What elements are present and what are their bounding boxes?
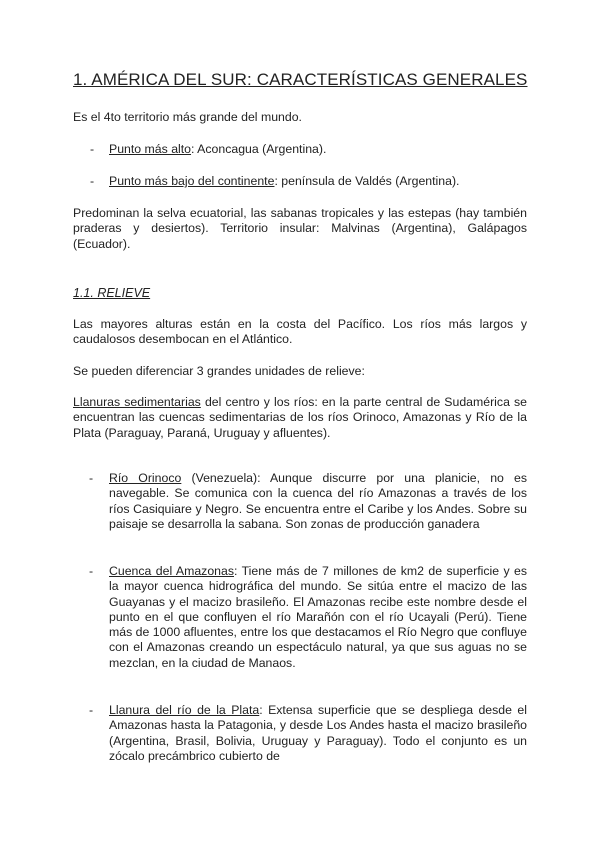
lowest-point-text: : península de Valdés (Argentina). — [274, 174, 460, 188]
list-dash: - — [90, 174, 95, 188]
list-dash: - — [89, 564, 94, 578]
relief-units-paragraph: Se pueden diferenciar 3 grandes unidades de relieve: — [73, 364, 365, 378]
plains-label: Llanuras sedimentarias — [73, 395, 201, 409]
plains-text: del centro y los ríos: en la parte central de Sudamérica se encuentran las cuencas sedimentarias de los ríos Orinoco, Amazonas y Río de la Plata (Paraguay, Paraná, Uruguay y afluentes). — [73, 395, 527, 440]
heights-paragraph: Las mayores alturas están en la costa del Pacífico. Los ríos más largos y caudalosos desembocan en el Atlántico. — [73, 317, 527, 347]
orinoco-label: Río Orinoco — [109, 471, 182, 485]
list-dash: - — [90, 142, 95, 156]
amazonas-label: Cuenca del Amazonas — [109, 564, 234, 578]
orinoco-text: (Venezuela): Aunque discurre por una planicie, no es navegable. Se comunica con la cuenca del río Amazonas a través de los ríos Casiquiare y Negro. Se encuentra entre el Caribe y los Andes. Sobre su paisaje se desarrolla la sabana. Son zonas de producción ganadera — [109, 471, 527, 531]
highest-point-text: : Aconcagua (Argentina). — [191, 142, 327, 156]
amazonas-text: : Tiene más de 7 millones de km2 de superficie y es la mayor cuenca hidrográfica del mundo. Se sitúa entre el macizo de las Guayanas y el macizo brasileño. El Amazonas recibe este nombre desde el punto en el que confluyen el río Marañón con el río Ucayali (Perú). Tiene más de 1000 afluentes, entre los que destacamos el Río Negro que confluye con el Amazonas creando un espectáculo natural, ya que sus aguas no se mezclan, en la ciudad de Manaos. — [109, 564, 527, 670]
page-title: 1. AMÉRICA DEL SUR: CARACTERÍSTICAS GENERALES — [73, 70, 528, 89]
plata-text: : Extensa superficie que se despliega desde el Amazonas hasta la Patagonia, y desde Los Andes hasta el macizo brasileño (Argentina, Brasil, Bolivia, Uruguay y Paraguay). Todo el conjunto es un zócalo precámbrico cubierto de — [109, 703, 527, 763]
highest-point-label: Punto más alto — [109, 142, 192, 156]
section-heading-relieve: 1.1. RELIEVE — [73, 286, 151, 300]
plains-paragraph — [73, 395, 527, 441]
list-dash: - — [89, 703, 94, 717]
lowest-point-label: Punto más bajo del continente — [109, 174, 275, 188]
list-dash: - — [89, 471, 94, 485]
intro-paragraph: Es el 4to territorio más grande del mundo. — [73, 110, 302, 124]
vegetation-paragraph: Predominan la selva ecuatorial, las sabanas tropicales y las estepas (hay también praderas y desiertos). Territorio insular: Malvinas (Argentina), Galápagos (Ecuador). — [73, 206, 527, 251]
plata-label: Llanura del río de la Plata — [109, 703, 260, 717]
